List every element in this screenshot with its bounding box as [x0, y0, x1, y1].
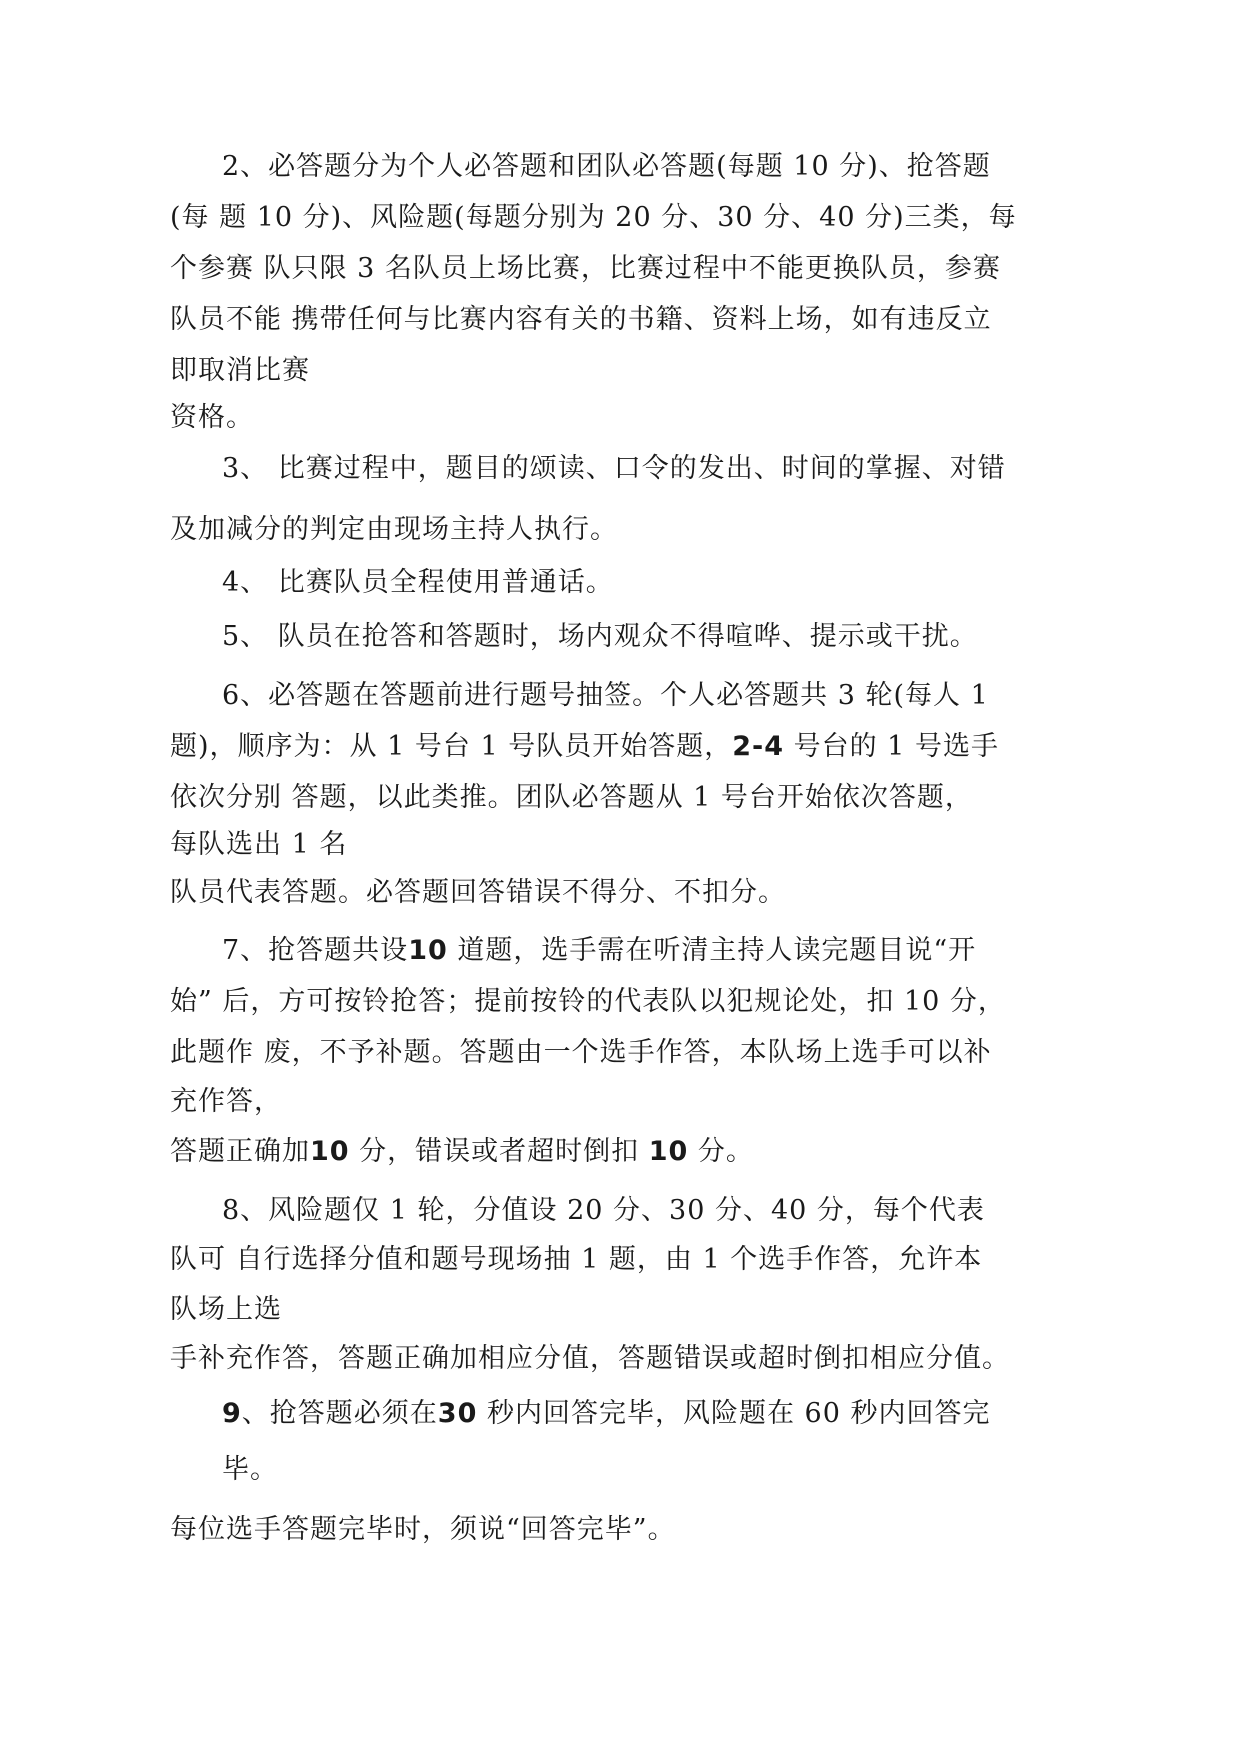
rule-7-line-2: 始” 后，方可按铃抢答；提前按铃的代表队以犯规论处，扣 10 分， [170, 986, 1006, 1017]
rule-7-line-1-text-a: 7、抢答题共设 [222, 935, 409, 966]
rule-2-line-3: 个参赛 队只限 3 名队员上场比赛，比赛过程中不能更换队员，参赛 [170, 253, 1001, 284]
rule-7-line-1 [222, 934, 976, 968]
closing-note: 每位选手答题完毕时，须说“回答完毕”。 [170, 1514, 676, 1545]
rule-6-line-5: 队员代表答题。必答题回答错误不得分、不扣分。 [170, 877, 786, 908]
rule-7-line-5-bold-plus: 10 [310, 1136, 350, 1167]
rule-7-line-1-text-b: 道题，选手需在听清主持人读完题目说“开 [447, 935, 977, 966]
rule-7-line-4: 充作答， [170, 1086, 282, 1117]
rule-9-line-1-text-b: 秒内回答完毕，风险题在 60 秒内回答完 [477, 1398, 991, 1429]
rule-9-line-1-bold-number: 9 [222, 1398, 242, 1429]
rule-8-line-1: 8、风险题仅 1 轮，分值设 20 分、30 分、40 分，每个代表 [222, 1195, 985, 1226]
rule-7-line-5-bold-minus: 10 [648, 1136, 689, 1167]
rule-7-line-3: 此题作 废，不予补题。答题由一个选手作答，本队场上选手可以补 [170, 1037, 992, 1068]
rule-8-line-3: 队场上选 [170, 1294, 282, 1325]
rule-9-line-1-text-a: 、抢答题必须在 [241, 1398, 438, 1429]
rule-3-line-2: 及加减分的判定由现场主持人执行。 [170, 514, 618, 545]
rule-6-line-2 [170, 730, 999, 764]
rule-6-line-3: 依次分别 答题，以此类推。团队必答题从 1 号台开始依次答题， [170, 782, 973, 813]
rule-6-line-2-text-a: 题)，顺序为：从 1 号台 1 号队员开始答题， [170, 731, 733, 762]
rule-6-line-2-bold-range: 2-4 [732, 731, 785, 762]
rule-7-line-5-text-a: 答题正确加 [170, 1136, 310, 1167]
rule-6-line-1: 6、必答题在答题前进行题号抽签。个人必答题共 3 轮(每人 1 [222, 680, 989, 711]
rule-7-line-5-text-c: 分。 [688, 1136, 754, 1167]
rule-9-line-1 [222, 1397, 990, 1431]
rule-9-line-1-bold-seconds: 30 [437, 1398, 478, 1429]
rule-2-line-1: 2、必答题分为个人必答题和团队必答题(每题 10 分)、抢答题 [222, 151, 991, 182]
rule-7-line-5-text-b: 分，错误或者超时倒扣 [349, 1136, 649, 1167]
rule-9-line-2: 毕。 [222, 1454, 278, 1485]
rule-6-line-2-text-b: 号台的 1 号选手 [784, 731, 999, 762]
rule-7-line-1-bold-count: 10 [408, 935, 448, 966]
rule-2-line-4: 队员不能 携带任何与比赛内容有关的书籍、资料上场，如有违反立 [170, 304, 992, 335]
rule-8-line-4: 手补充作答，答题正确加相应分值，答题错误或超时倒扣相应分值。 [170, 1343, 1010, 1374]
rule-8-line-2: 队可 自行选择分值和题号现场抽 1 题，由 1 个选手作答，允许本 [170, 1244, 983, 1275]
rule-7-line-5 [170, 1135, 754, 1169]
rule-6-line-4: 每队选出 1 名 [170, 829, 348, 860]
rule-2-line-5: 即取消比赛 [170, 355, 310, 386]
rule-4-line-1: 4、 比赛队员全程使用普通话。 [222, 567, 614, 598]
rule-3-line-1: 3、 比赛过程中，题目的颂读、口令的发出、时间的掌握、对错 [222, 453, 1006, 484]
rule-2-line-6: 资格。 [170, 402, 254, 433]
rule-2-line-2: (每 题 10 分)、风险题(每题分别为 20 分、30 分、40 分)三类，每 [170, 202, 1017, 233]
rule-5-line-1: 5、 队员在抢答和答题时，场内观众不得喧哗、提示或干扰。 [222, 621, 978, 652]
